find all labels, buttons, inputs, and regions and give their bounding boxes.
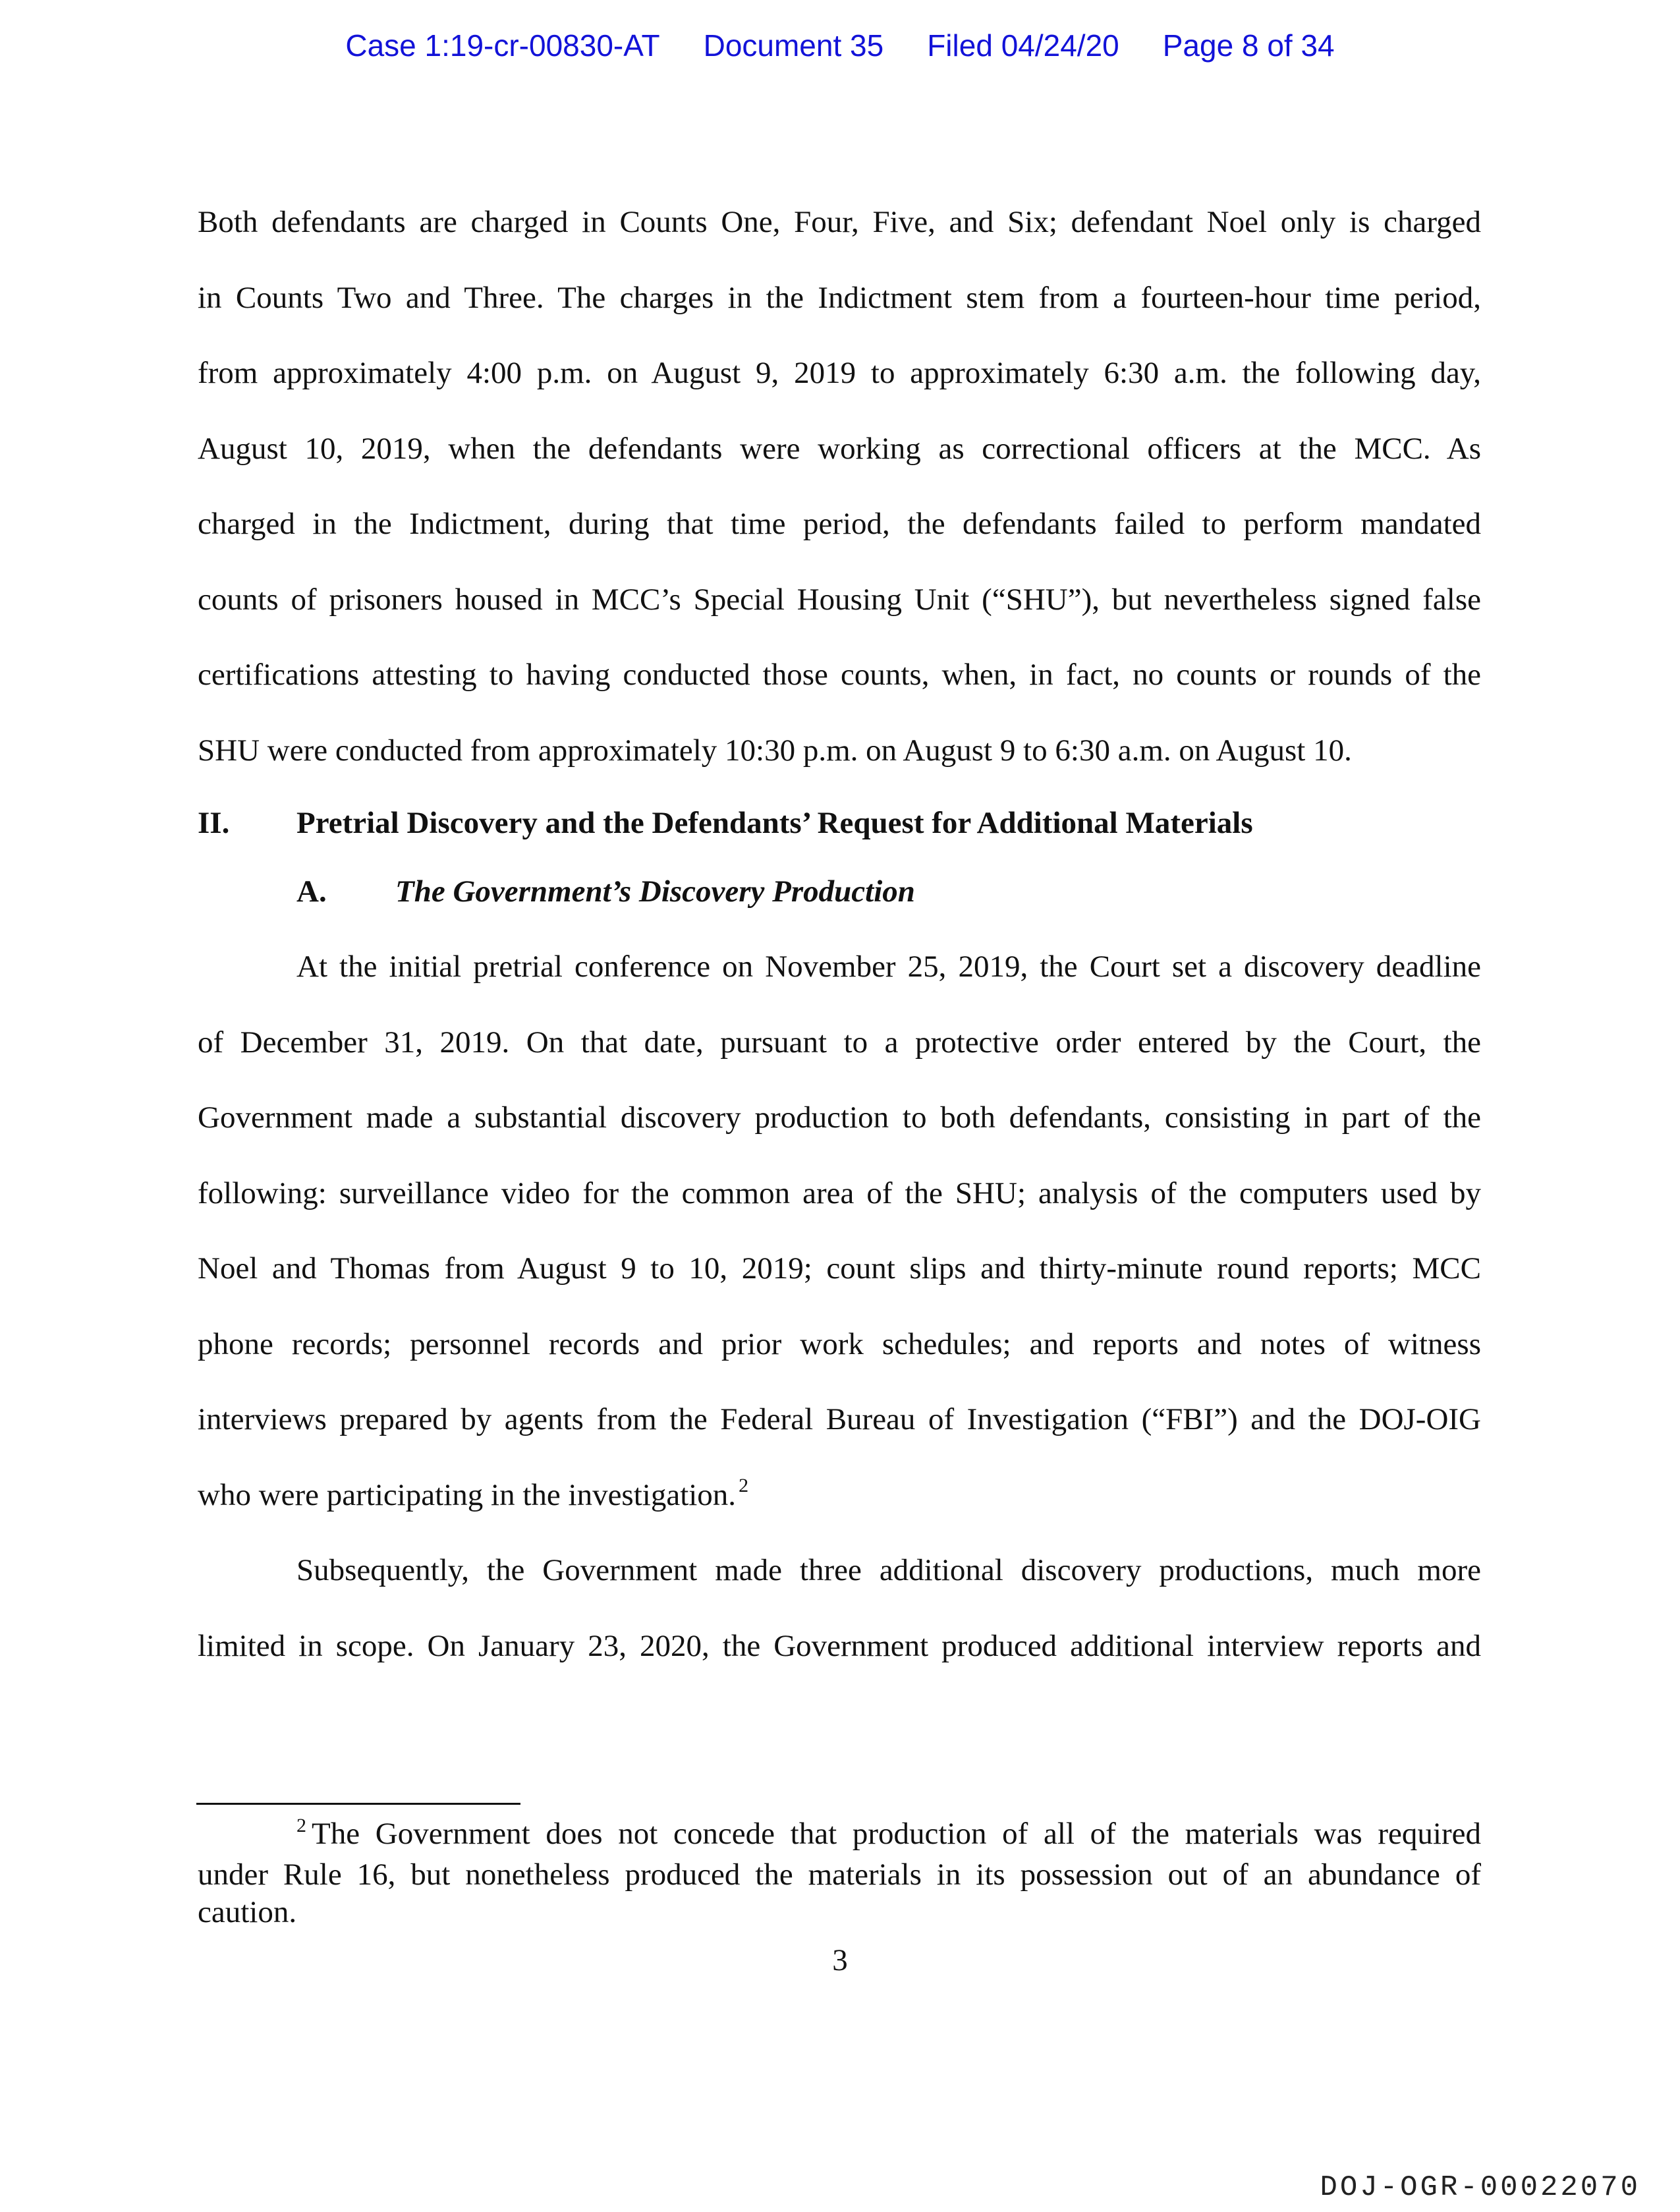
- paragraph-discovery-production: [198, 929, 1481, 1533]
- footnote-line-text: The Government does not concede that production of all of the materials was required: [312, 1817, 1481, 1851]
- text-line: phone records; personnel records and prior work schedules; and reports and notes of witness: [198, 1326, 1481, 1361]
- footnote-marker: 2: [296, 1815, 306, 1836]
- footnote-line: caution.: [198, 1895, 297, 1929]
- text-line: in Counts Two and Three. The charges in the Indictment stem from a fourteen-hour time period,: [198, 280, 1481, 315]
- paragraph-additional-productions: [198, 1533, 1481, 1684]
- case-number: Case 1:19-cr-00830-AT: [345, 28, 660, 63]
- text-line: At the initial pretrial conference on November 25, 2019, the Court set a discovery deadline: [296, 950, 1481, 984]
- footnote-line: under Rule 16, but nonetheless produced the materials in its possession out of an abundance of: [198, 1858, 1481, 1892]
- footnote-reference[interactable]: 2: [739, 1474, 749, 1496]
- text-line: charged in the Indictment, during that time period, the defendants failed to perform mandated: [198, 507, 1481, 541]
- page-count: Page 8 of 34: [1162, 28, 1335, 63]
- text-line: Subsequently, the Government made three additional discovery productions, much more: [296, 1553, 1481, 1587]
- text-line-content: who were participating in the investigation.: [198, 1477, 737, 1512]
- text-line: Both defendants are charged in Counts One, Four, Five, and Six; defendant Noel only is charged: [198, 205, 1481, 239]
- text-line: Government made a substantial discovery production to both defendants, consisting in part of the: [198, 1100, 1481, 1135]
- text-line: certifications attesting to having conducted those counts, when, in fact, no counts or rounds of the: [198, 658, 1481, 692]
- subsection-heading: [198, 859, 1481, 929]
- text-line: August 10, 2019, when the defendants were working as correctional officers at the MCC. As: [198, 431, 1481, 466]
- text-line: following: surveillance video for the common area of the SHU; analysis of the computers used by: [198, 1176, 1481, 1210]
- ecf-header: [0, 28, 1680, 63]
- text-line: counts of prisoners housed in MCC’s Special Housing Unit (“SHU”), but nevertheless signed false: [198, 582, 1481, 617]
- paragraph-counts-charged: [198, 184, 1481, 788]
- text-line: of December 31, 2019. On that date, pursuant to a protective order entered by the Court, the: [198, 1025, 1481, 1060]
- text-line: limited in scope. On January 23, 2020, the Government produced additional interview reports and: [198, 1628, 1481, 1663]
- text-line: [198, 1458, 1481, 1533]
- text-line: from approximately 4:00 p.m. on August 9, 2019 to approximately 6:30 a.m. the following day,: [198, 356, 1481, 390]
- subsection-title: The Government’s Discovery Production: [395, 874, 915, 909]
- body-text: [198, 184, 1481, 1684]
- bates-number: DOJ-OGR-00022070: [1320, 2171, 1640, 2204]
- footnote: [198, 1815, 1481, 1931]
- filed-date: Filed 04/24/20: [927, 28, 1119, 63]
- section-heading: [198, 788, 1481, 859]
- footnote-line: [198, 1815, 1481, 1856]
- text-line: Noel and Thomas from August 9 to 10, 2019; count slips and thirty-minute round reports; MCC: [198, 1251, 1481, 1286]
- text-line: interviews prepared by agents from the Federal Bureau of Investigation (“FBI”) and the DOJ-OIG: [198, 1402, 1481, 1436]
- section-title: Pretrial Discovery and the Defendants’ Request for Additional Materials: [296, 806, 1253, 840]
- subsection-number: A.: [296, 874, 327, 909]
- footnote-divider: [196, 1803, 520, 1805]
- text-line: SHU were conducted from approximately 10:30 p.m. on August 9 to 6:30 a.m. on August 10.: [198, 733, 1352, 768]
- page-number: 3: [832, 1943, 848, 1977]
- document-number: Document 35: [703, 28, 884, 63]
- section-number: II.: [198, 806, 230, 840]
